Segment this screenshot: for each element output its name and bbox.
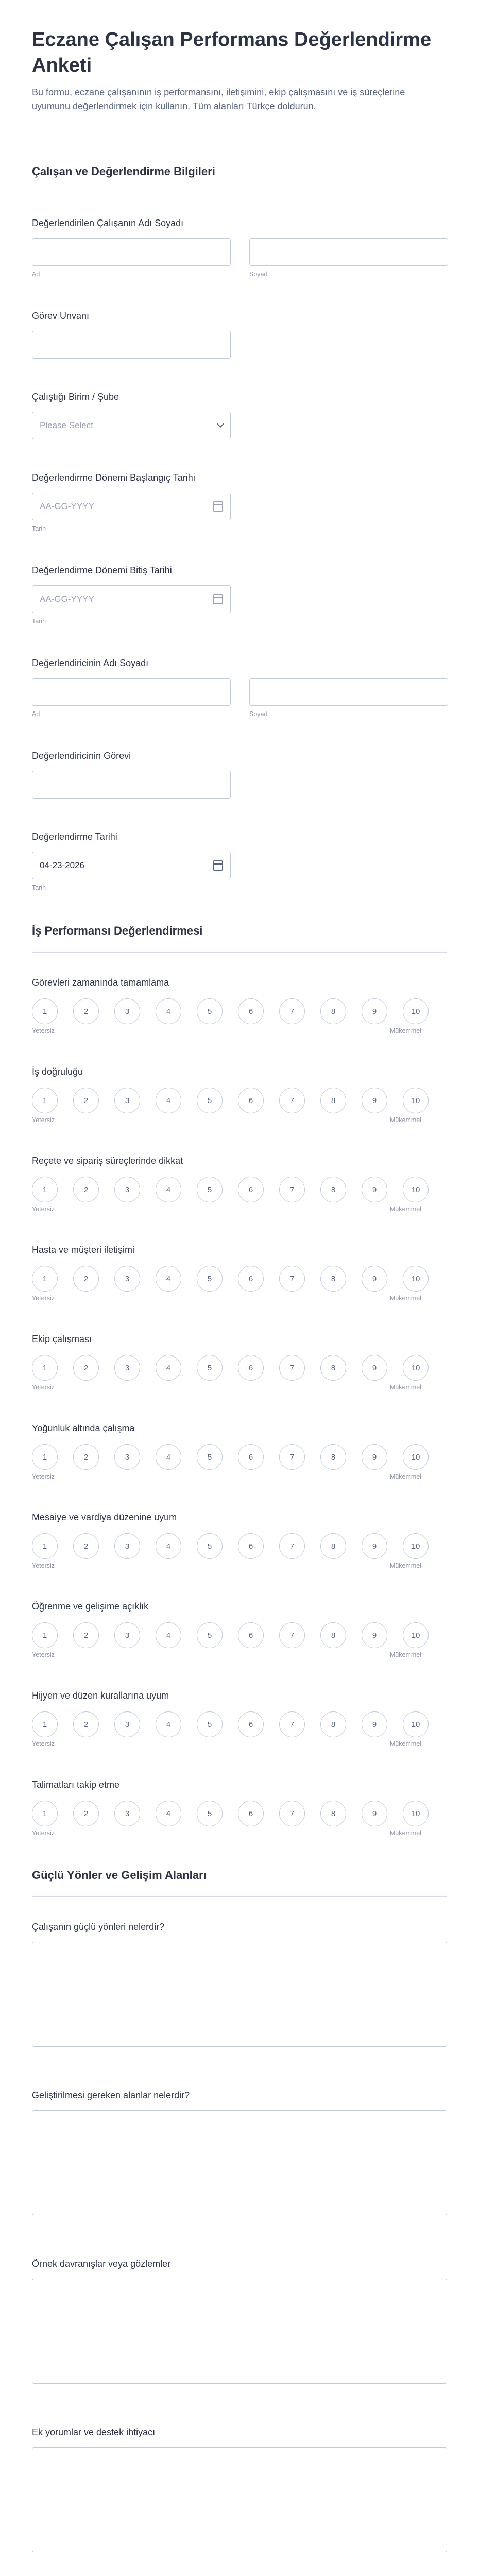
rating-low-label: Yetersiz (32, 1740, 55, 1748)
evaluator-name-field (32, 658, 447, 718)
rating-scale (32, 1711, 447, 1737)
rating-option[interactable]: 9 (362, 1444, 387, 1470)
rating-scale (32, 1355, 447, 1381)
rating-scale (32, 998, 447, 1024)
rating-option[interactable]: 1 (32, 1266, 58, 1292)
rating-option[interactable]: 1 (32, 1533, 58, 1559)
rating-option[interactable]: 9 (362, 1711, 387, 1737)
rating-q6 (32, 1423, 447, 1480)
date-sublabel: Tarih (32, 525, 46, 532)
section-strengths (32, 1869, 447, 2552)
rating-question-label: Görevleri zamanında tamamlama (32, 977, 169, 988)
rating-option[interactable]: 10 (403, 1088, 429, 1113)
rating-option[interactable]: 4 (156, 998, 181, 1024)
rating-scale-labels (32, 1206, 421, 1213)
rating-low-label: Yetersiz (32, 1829, 55, 1837)
rating-scale-labels (32, 1295, 421, 1302)
rating-option[interactable]: 1 (32, 1177, 58, 1202)
improvements-field (32, 2090, 447, 2215)
rating-option[interactable]: 9 (362, 1533, 387, 1559)
rating-option[interactable]: 6 (238, 1533, 264, 1559)
rating-scale (32, 1801, 447, 1826)
rating-option[interactable]: 8 (320, 1088, 346, 1113)
observations-textarea[interactable] (32, 2279, 447, 2384)
rating-option[interactable]: 10 (403, 1444, 429, 1470)
rating-high-label: Mükemmel (389, 1295, 421, 1302)
rating-option[interactable]: 7 (279, 1177, 305, 1202)
rating-question-label: Reçete ve sipariş süreçlerinde dikkat (32, 1156, 183, 1166)
rating-scale (32, 1266, 447, 1292)
rating-scale (32, 1444, 447, 1470)
rating-high-label: Mükemmel (389, 1651, 421, 1658)
rating-q4 (32, 1245, 447, 1302)
rating-high-label: Mükemmel (389, 1116, 421, 1124)
last-name-sublabel: Soyad (249, 710, 268, 718)
rating-q3 (32, 1156, 447, 1213)
rating-option[interactable]: 7 (279, 998, 305, 1024)
rating-option[interactable]: 3 (114, 1801, 140, 1826)
rating-option[interactable]: 4 (156, 1711, 181, 1737)
evaluator-role-field (32, 751, 447, 799)
rating-option[interactable]: 7 (279, 1711, 305, 1737)
rating-option[interactable]: 7 (279, 1533, 305, 1559)
comments-field (32, 2427, 447, 2552)
rating-high-label: Mükemmel (389, 1384, 421, 1391)
calendar-icon[interactable] (213, 860, 223, 871)
rating-option[interactable]: 2 (73, 1711, 99, 1737)
rating-option[interactable]: 4 (156, 1355, 181, 1381)
rating-option[interactable]: 6 (238, 1711, 264, 1737)
rating-option[interactable]: 2 (73, 1622, 99, 1648)
section-title: İş Performansı Değerlendirmesi (32, 924, 447, 953)
rating-option[interactable]: 6 (238, 1266, 264, 1292)
rating-option[interactable]: 2 (73, 1177, 99, 1202)
rating-scale-labels (32, 1027, 421, 1035)
rating-question-label: İş doğruluğu (32, 1066, 83, 1077)
job-title-field (32, 311, 447, 359)
rating-option[interactable]: 9 (362, 1177, 387, 1202)
rating-option[interactable]: 9 (362, 998, 387, 1024)
rating-low-label: Yetersiz (32, 1116, 55, 1124)
field-label: Değerlendiricinin Adı Soyadı (32, 658, 149, 668)
rating-question-label: Talimatları takip etme (32, 1780, 120, 1790)
rating-option[interactable]: 5 (197, 1711, 223, 1737)
rating-option[interactable]: 3 (114, 1622, 140, 1648)
rating-scale (32, 1622, 447, 1648)
rating-option[interactable]: 2 (73, 1444, 99, 1470)
field-label: Çalışanın güçlü yönleri nelerdir? (32, 1922, 165, 1932)
branch-select[interactable] (32, 412, 231, 439)
rating-option[interactable]: 4 (156, 1266, 181, 1292)
rating-scale (32, 1533, 447, 1559)
rating-option[interactable]: 10 (403, 1622, 429, 1648)
date-value: 04-23-2026 (40, 860, 84, 870)
rating-option[interactable]: 8 (320, 1355, 346, 1381)
first-name-input[interactable] (32, 238, 231, 266)
rating-option[interactable]: 10 (403, 1801, 429, 1826)
rating-option[interactable]: 1 (32, 1801, 58, 1826)
rating-option[interactable]: 2 (73, 1533, 99, 1559)
rating-low-label: Yetersiz (32, 1651, 55, 1658)
rating-option[interactable]: 5 (197, 1177, 223, 1202)
rating-option[interactable]: 6 (238, 1622, 264, 1648)
evaluation-date-field (32, 832, 447, 891)
rating-question-label: Ekip çalışması (32, 1334, 92, 1344)
rating-option[interactable]: 7 (279, 1088, 305, 1113)
rating-option[interactable]: 9 (362, 1801, 387, 1826)
strengths-textarea[interactable] (32, 1942, 447, 2047)
rating-option[interactable]: 5 (197, 1801, 223, 1826)
rating-scale-labels (32, 1740, 421, 1748)
strengths-field (32, 1922, 447, 2047)
rating-option[interactable]: 7 (279, 1622, 305, 1648)
period-end-field (32, 565, 447, 625)
rating-option[interactable]: 8 (320, 1622, 346, 1648)
calendar-icon[interactable] (213, 594, 223, 604)
rating-question-label: Mesaiye ve vardiya düzenine uyum (32, 1512, 177, 1522)
rating-option[interactable]: 3 (114, 998, 140, 1024)
rating-high-label: Mükemmel (389, 1206, 421, 1213)
date-sublabel: Tarih (32, 884, 46, 891)
evaluation-date-input[interactable] (32, 852, 231, 879)
rating-option[interactable]: 9 (362, 1088, 387, 1113)
field-label: Değerlendirilen Çalışanın Adı Soyadı (32, 218, 184, 228)
rating-question-label: Öğrenme ve gelişime açıklık (32, 1601, 149, 1612)
rating-high-label: Mükemmel (389, 1562, 421, 1569)
rating-option[interactable]: 2 (73, 998, 99, 1024)
calendar-icon[interactable] (213, 501, 223, 512)
rating-q5 (32, 1334, 447, 1391)
rating-option[interactable]: 4 (156, 1088, 181, 1113)
period-end-date-input[interactable] (32, 585, 231, 613)
rating-scale-labels (32, 1562, 421, 1569)
rating-option[interactable]: 4 (156, 1177, 181, 1202)
rating-low-label: Yetersiz (32, 1473, 55, 1480)
rating-high-label: Mükemmel (389, 1473, 421, 1480)
rating-option[interactable]: 5 (197, 1533, 223, 1559)
date-placeholder: AA-GG-YYYY (40, 501, 94, 511)
rating-option[interactable]: 3 (114, 1177, 140, 1202)
rating-option[interactable]: 1 (32, 1622, 58, 1648)
rating-option[interactable]: 7 (279, 1266, 305, 1292)
rating-high-label: Mükemmel (389, 1027, 421, 1035)
rating-option[interactable]: 5 (197, 998, 223, 1024)
last-name-input[interactable] (249, 238, 448, 266)
field-label: Değerlendirme Dönemi Başlangıç Tarihi (32, 472, 195, 483)
field-label: Geliştirilmesi gereken alanlar nelerdir? (32, 2090, 190, 2100)
section-performance (32, 924, 447, 1837)
rating-option[interactable]: 9 (362, 1355, 387, 1381)
rating-option[interactable]: 5 (197, 1355, 223, 1381)
field-label: Değerlendirme Tarihi (32, 832, 117, 842)
rating-option[interactable]: 3 (114, 1444, 140, 1470)
date-sublabel: Tarih (32, 618, 46, 625)
date-placeholder: AA-GG-YYYY (40, 594, 94, 604)
last-name-sublabel: Soyad (249, 270, 268, 278)
rating-option[interactable]: 2 (73, 1801, 99, 1826)
comments-textarea[interactable] (32, 2447, 447, 2552)
first-name-sublabel: Ad (32, 270, 40, 278)
rating-q7 (32, 1512, 447, 1569)
form-header (32, 0, 447, 144)
rating-option[interactable]: 7 (279, 1801, 305, 1826)
observations-field (32, 2259, 447, 2384)
rating-scale-labels (32, 1384, 421, 1391)
rating-option[interactable]: 10 (403, 1266, 429, 1292)
rating-option[interactable]: 6 (238, 1088, 264, 1113)
rating-option[interactable]: 8 (320, 998, 346, 1024)
employee-name-field (32, 218, 447, 278)
rating-scale-labels (32, 1473, 421, 1480)
rating-low-label: Yetersiz (32, 1027, 55, 1035)
rating-high-label: Mükemmel (389, 1829, 421, 1837)
rating-option[interactable]: 6 (238, 1801, 264, 1826)
rating-option[interactable]: 3 (114, 1088, 140, 1113)
rating-question-label: Hasta ve müşteri iletişimi (32, 1245, 135, 1255)
rating-q8 (32, 1601, 447, 1658)
rating-option[interactable]: 6 (238, 1177, 264, 1202)
rating-scale-labels (32, 1651, 421, 1658)
rating-option[interactable]: 7 (279, 1444, 305, 1470)
rating-option[interactable]: 1 (32, 1355, 58, 1381)
rating-option[interactable]: 2 (73, 1355, 99, 1381)
rating-question-label: Yoğunluk altında çalışma (32, 1423, 135, 1433)
rating-option[interactable]: 6 (238, 998, 264, 1024)
period-start-field (32, 472, 447, 532)
rating-option[interactable]: 9 (362, 1622, 387, 1648)
rating-option[interactable]: 3 (114, 1355, 140, 1381)
evaluator-first-name-input[interactable] (32, 678, 231, 706)
rating-option[interactable]: 9 (362, 1266, 387, 1292)
rating-option[interactable]: 6 (238, 1444, 264, 1470)
rating-option[interactable]: 10 (403, 998, 429, 1024)
rating-option[interactable]: 3 (114, 1533, 140, 1559)
field-label: Değerlendirme Dönemi Bitiş Tarihi (32, 565, 172, 575)
rating-option[interactable]: 8 (320, 1177, 346, 1202)
rating-q1 (32, 977, 447, 1035)
section-title: Çalışan ve Değerlendirme Bilgileri (32, 165, 447, 193)
rating-low-label: Yetersiz (32, 1206, 55, 1213)
rating-option[interactable]: 8 (320, 1711, 346, 1737)
rating-option[interactable]: 1 (32, 1444, 58, 1470)
field-label: Çalıştığı Birim / Şube (32, 392, 119, 402)
rating-low-label: Yetersiz (32, 1384, 55, 1391)
improvements-textarea[interactable] (32, 2110, 447, 2215)
rating-high-label: Mükemmel (389, 1740, 421, 1748)
rating-option[interactable]: 1 (32, 998, 58, 1024)
rating-option[interactable]: 5 (197, 1088, 223, 1113)
rating-option[interactable]: 4 (156, 1444, 181, 1470)
evaluator-role-input[interactable] (32, 771, 231, 799)
rating-q9 (32, 1690, 447, 1748)
rating-option[interactable]: 6 (238, 1355, 264, 1381)
field-label: Değerlendiricinin Görevi (32, 751, 131, 761)
chevron-down-icon (217, 420, 224, 428)
rating-scale-labels (32, 1116, 421, 1124)
rating-option[interactable]: 5 (197, 1266, 223, 1292)
rating-option[interactable]: 2 (73, 1088, 99, 1113)
rating-scale (32, 1088, 447, 1113)
form-description: Bu formu, eczane çalışanının iş performansını, iletişimini, ekip çalışmasını ve iş süreçlerine uyumunu değerlendirmek için kullanın. Tüm alanları Türkçe doldurun. (32, 87, 405, 111)
rating-question-label: Hijyen ve düzen kurallarına uyum (32, 1690, 169, 1701)
select-placeholder: Please Select (40, 420, 93, 430)
rating-q2 (32, 1066, 447, 1124)
rating-option[interactable]: 2 (73, 1266, 99, 1292)
rating-option[interactable]: 8 (320, 1533, 346, 1559)
rating-option[interactable]: 10 (403, 1533, 429, 1559)
field-label: Görev Unvanı (32, 311, 90, 321)
rating-low-label: Yetersiz (32, 1295, 55, 1302)
field-label: Ek yorumlar ve destek ihtiyacı (32, 2427, 156, 2437)
branch-field (32, 392, 447, 439)
rating-option[interactable]: 3 (114, 1266, 140, 1292)
rating-option[interactable]: 4 (156, 1801, 181, 1826)
rating-option[interactable]: 10 (403, 1355, 429, 1381)
rating-option[interactable]: 1 (32, 1088, 58, 1113)
rating-option[interactable]: 1 (32, 1711, 58, 1737)
section-employee-info (32, 165, 447, 891)
evaluator-last-name-input[interactable] (249, 678, 448, 706)
rating-option[interactable]: 5 (197, 1444, 223, 1470)
job-title-input[interactable] (32, 331, 231, 359)
section-title: Güçlü Yönler ve Gelişim Alanları (32, 1869, 447, 1897)
rating-option[interactable]: 4 (156, 1622, 181, 1648)
rating-scale (32, 1177, 447, 1202)
rating-option[interactable]: 8 (320, 1444, 346, 1470)
first-name-sublabel: Ad (32, 710, 40, 718)
rating-option[interactable]: 7 (279, 1355, 305, 1381)
rating-q10 (32, 1780, 447, 1837)
rating-option[interactable]: 10 (403, 1177, 429, 1202)
rating-low-label: Yetersiz (32, 1562, 55, 1569)
rating-option[interactable]: 4 (156, 1533, 181, 1559)
field-label: Örnek davranışlar veya gözlemler (32, 2259, 171, 2269)
rating-option[interactable]: 10 (403, 1711, 429, 1737)
rating-option[interactable]: 3 (114, 1711, 140, 1737)
rating-option[interactable]: 8 (320, 1266, 346, 1292)
period-start-date-input[interactable] (32, 493, 231, 520)
rating-option[interactable]: 8 (320, 1801, 346, 1826)
rating-scale-labels (32, 1829, 421, 1837)
rating-option[interactable]: 5 (197, 1622, 223, 1648)
form-title: Eczane Çalışan Performans Değerlendirme Anketi (32, 29, 432, 76)
